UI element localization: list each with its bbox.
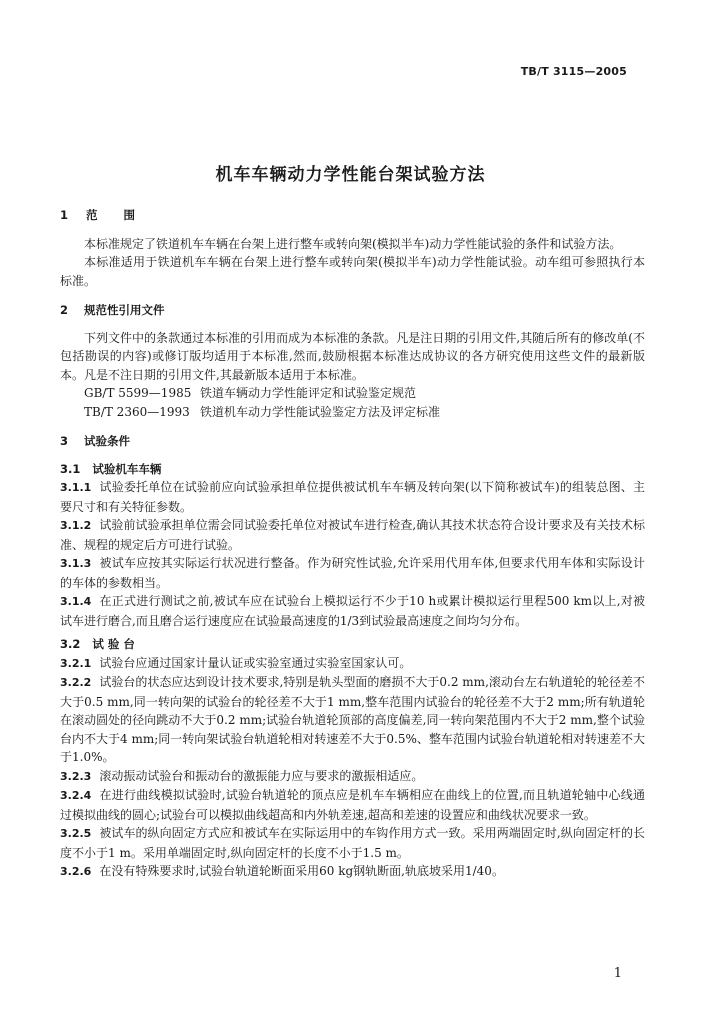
clause-number: 3.2.3: [60, 769, 92, 783]
clause-text: 被试车的纵向固定方式应和被试车在实际运用中的车钩作用方式一致。采用两端固定时,纵向固定杆的长度不小于1 m。采用单端固定时,纵向固定杆的长度不小于1.5 m。: [60, 826, 645, 860]
reference-item: [60, 403, 645, 422]
clause: [60, 862, 645, 882]
clause-text: 在正式进行测试之前,被试车应在试验台上模拟运行不少于10 h或累计模拟运行里程500 km以上,对被试车进行磨合,而且磨合运行速度应在试验最高速度的1/3到试验最高速度之间均匀分布。: [60, 594, 645, 628]
section-3-heading: [60, 432, 645, 451]
clause: [60, 516, 645, 554]
clause: [60, 654, 645, 674]
paragraph: 下列文件中的条款通过本标准的引用而成为本标准的条款。凡是注日期的引用文件,其随后所有的修改单(不包括勘误的内容)或修订版均适用于本标准,然而,鼓励根据本标准达成协议的各方研究使用这些文件的最新版本。凡是不注日期的引用文件,其最新版本适用于本标准。: [60, 330, 645, 382]
subsection-3-1-heading: [60, 460, 645, 479]
subsection-title: 试验机车车辆: [92, 461, 162, 476]
clause-number: 3.2.2: [60, 676, 92, 689]
clause: [60, 554, 645, 592]
standard-code: TB/T 3115—2005: [520, 65, 627, 78]
subsection-title: 试 验 台: [92, 637, 135, 651]
clause-number: 3.1.2: [60, 519, 92, 532]
clause-text: 在没有特殊要求时,试验台轨道轮断面采用60 kg钢轨断面,轨底坡采用1/40。: [99, 864, 504, 878]
reference-title: 铁道车辆动力学性能评定和试验鉴定规范: [200, 386, 417, 400]
clause-text: 试验前试验承担单位需会同试验委托单位对被试车进行检查,确认其技术状态符合设计要求及有关技术标准、规程的规定后方可进行试验。: [60, 518, 645, 552]
page-number: 1: [613, 966, 622, 981]
clause: [60, 824, 645, 862]
section-title-part: 围: [123, 208, 136, 222]
document-title: 机车车辆动力学性能台架试验方法: [215, 165, 486, 185]
reference-code: GB/T 5599—1985: [84, 386, 192, 400]
section-number: 3: [60, 434, 69, 448]
clause-text: 试验委托单位在试验前应向试验承担单位提供被试机车车辆及转向架(以下简称被试车)的组装总图、主要尺寸和有关特征参数。: [60, 480, 645, 514]
clause-number: 3.1.4: [60, 595, 92, 608]
section-number: 2: [60, 303, 69, 317]
clause-text: 滚动振动试验台和振动台的激振能力应与要求的激振相适应。: [99, 768, 424, 783]
section-title-part: 范: [86, 208, 98, 222]
section-title: 规范性引用文件: [84, 303, 165, 317]
section-1-heading: [60, 206, 645, 225]
section-number: 1: [60, 208, 69, 222]
clause-text: 试验台应通过国家计量认证或实验室通过实验室国家认可。: [99, 655, 412, 670]
subsection-3-2-heading: [60, 635, 645, 654]
clause-number: 3.2.4: [60, 789, 92, 802]
clause: [60, 673, 645, 767]
clause: [60, 767, 645, 787]
reference-item: [60, 384, 645, 403]
reference-code: TB/T 2360—1993: [84, 404, 190, 419]
clause-number: 3.2.5: [60, 827, 92, 840]
clause-number: 3.2.1: [60, 656, 92, 670]
clause: [60, 786, 645, 824]
section-title: 试验条件: [84, 434, 131, 448]
reference-title: 铁道机车动力学性能试验鉴定方法及评定标准: [200, 404, 441, 419]
clause: [60, 592, 645, 630]
clause-text: 试验台的状态应达到设计技术要求,特别是轨头型面的磨损不大于0.2 mm,滚动台左右轨道轮的轮径差不大于0.5 mm,同一转向架的试验台的轮径差不大于1 mm,整车范围内试验台的轮径差不大于2 mm;所有轨道轮在滚动圆处的径向跳动不大于0.2 mm;试验台轨道轮顶部的高度偏差,同一转向架范围内不大于2 mm,整个试验台内不大于4 mm;同一转向架试验台轨道轮相对转速差不大于0.5%、整车范围内试验台轨道轮相对转速差不大于1.0%。: [60, 675, 645, 764]
clause-number: 3.2.6: [60, 865, 92, 878]
section-2-heading: [60, 301, 645, 320]
clause-number: 3.1.1: [60, 481, 92, 494]
clause: [60, 478, 645, 516]
clause-text: 被试车应按其实际运行状况进行整备。作为研究性试验,允许采用代用车体,但要求代用车体和实际设计的车体的参数相当。: [60, 556, 645, 590]
subsection-number: 3.2: [60, 637, 81, 651]
paragraph: 本标准规定了铁道机车车辆在台架上进行整车或转向架(模拟半车)动力学性能试验的条件和试验方法。: [84, 236, 622, 251]
subsection-number: 3.1: [60, 461, 81, 476]
clause-text: 在进行曲线模拟试验时,试验台轨道轮的顶点应是机车车辆相应在曲线上的位置,而且轨道轮轴中心线通过模拟曲线的圆心;试验台可以模拟曲线超高和内外轨差速,超高和差速的设置应和曲线状况要求一致。: [60, 788, 645, 822]
clause-number: 3.1.3: [60, 557, 92, 570]
document-body: [60, 206, 645, 882]
paragraph: 本标准适用于铁道机车车辆在台架上进行整车或转向架(模拟半车)动力学性能试验。动车组可参照执行本标准。: [60, 255, 645, 288]
